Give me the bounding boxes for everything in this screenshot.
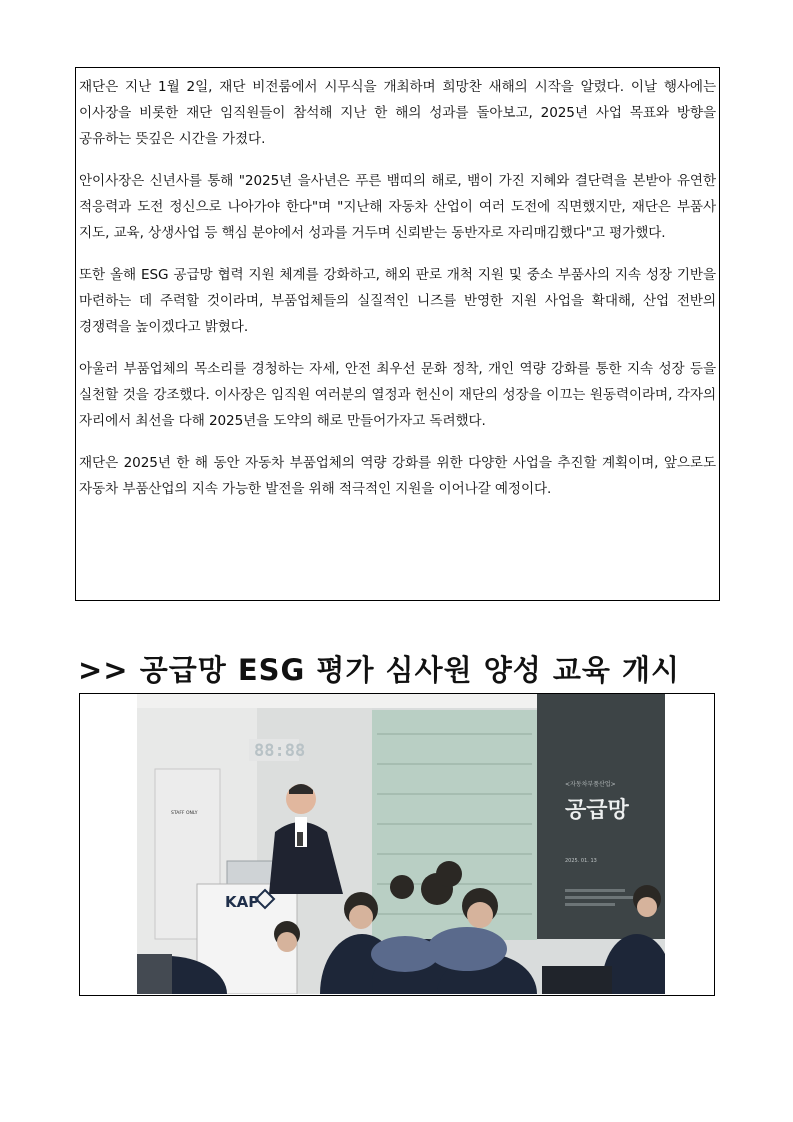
slide-date: 2025. 01. 13 (565, 858, 597, 864)
paragraph-4: 아울러 부품업체의 목소리를 경청하는 자세, 안전 최우선 문화 정착, 개인 역량 강화를 통한 지속 성장 등을 실천할 것을 강조했다. 이사장은 임직원 여러분의 열정과 헌신이 재단의 성장을 이끄는 원동력이라며, 각자의 자리에서 최선을 다해 2025년을 도약의 해로 만들어가자고 독려했다. (79, 361, 716, 429)
paragraph-2: 안이사장은 신년사를 통해 "2025년 을사년은 푸른 뱀띠의 해로, 뱀이 가진 지혜와 결단력을 본받아 유연한 적응력과 도전 정신으로 나아가야 한다"며 "지난해 자동차 산업이 여러 도전에 직면했지만, 재단은 부품사 지도, 교육, 상생사업 등 핵심 분야에서 성과를 거두며 신뢰받는 동반자로 자리매김했다"고 평가했다. (79, 173, 716, 241)
paragraph-5: 재단은 2025년 한 해 동안 자동차 부품업체의 역량 강화를 위한 다양한 사업을 추진할 계획이며, 앞으로도 자동차 부품산업의 지속 가능한 발전을 위해 적극적인 지원을 이어나갈 예정이다. (79, 455, 716, 497)
podium-logo: KAP (225, 893, 260, 911)
door-sign: STAFF ONLY (171, 811, 198, 816)
wall-clock: 88:88 (254, 741, 306, 761)
article-box (75, 67, 720, 601)
photo-frame (79, 693, 715, 996)
paragraph-3: 또한 올해 ESG 공급망 협력 지원 체계를 강화하고, 해외 판로 개척 지원 및 중소 부품사의 지속 성장 기반을 마련하는 데 주력할 것이라며, 부품업체들의 실질적인 니즈를 반영한 지원 사업을 확대해, 산업 전반의 경쟁력을 높이겠다고 밝혔다. (79, 267, 716, 335)
slide-title: 공급망 (565, 798, 629, 823)
section-heading: >> 공급망 ESG 평가 심사원 양성 교육 개시 (78, 653, 680, 687)
seminar-photo (137, 694, 665, 994)
slide-subtitle: <자동차부품산업> (565, 781, 616, 788)
paragraph-1: 재단은 지난 1월 2일, 재단 비전룸에서 시무식을 개최하며 희망찬 새해의 시작을 알렸다. 이날 행사에는 이사장을 비롯한 재단 임직원들이 참석해 지난 한 해의 성과를 돌아보고, 2025년 사업 목표와 방향을 공유하는 뜻깊은 시간을 가졌다. (79, 79, 716, 147)
